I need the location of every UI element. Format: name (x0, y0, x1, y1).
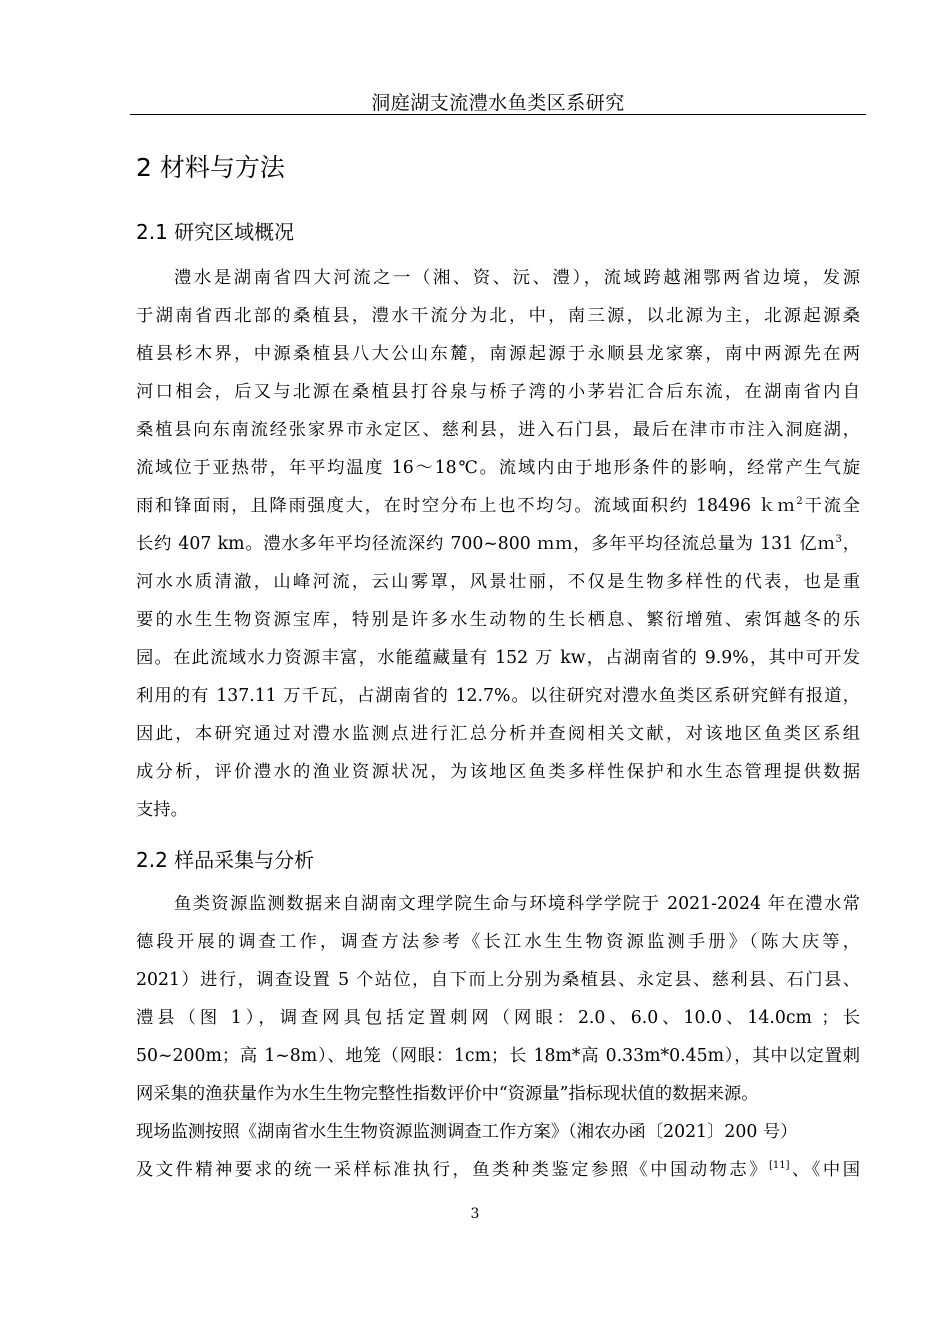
paragraph-line: 园。在此流域水力资源丰富，水能蕴藏量有 152 万 kw，占湖南省的 9.9%，其中可开发 (136, 648, 860, 668)
running-header: 洞庭湖支流澧水鱼类区系研究 (371, 92, 625, 114)
page-number: 3 (470, 1206, 480, 1222)
paragraph-line: 要的水生生物资源宝库，特别是许多水生动物的生长栖息、繁衍增殖、索饵越冬的乐 (136, 610, 860, 630)
superscript: 3 (835, 534, 842, 546)
text-segment: 长约 407 km。澧水多年平均径流深约 700~800 ｍｍ，多年平均径流总量为 131 亿ｍ (136, 534, 836, 554)
paragraph-line: 支持。 (136, 800, 188, 820)
paragraph-line: 流域位于亚热带，年平均温度 16～18℃。流域内由于地形条件的影响，经常产生气旋 (136, 458, 860, 478)
paragraph-line: 鱼类资源监测数据来自湖南文理学院生命与环境科学学院于 2021-2024 年在澧水常 (174, 894, 860, 914)
paragraph-line: 于湖南省西北部的桑植县，澧水干流分为北，中，南三源，以北源为主，北源起源桑 (136, 306, 860, 326)
paragraph-line: 现场监测按照《湖南省水生生物资源监测调查工作方案》（湘农办函〔2021〕200 号） (136, 1122, 798, 1142)
subsection-heading-2-2: 2.2 样品采集与分析 (136, 848, 315, 872)
paragraph-line: 桑植县向东南流经张家界市永定区、慈利县，进入石门县，最后在津市市注入洞庭湖， (136, 420, 860, 440)
citation-ref: [11] (768, 1160, 790, 1172)
paragraph-line: 利用的有 137.11 万千瓦，占湖南省的 12.7%。以往研究对澧水鱼类区系研究鲜有报道， (136, 686, 860, 706)
paragraph-line: 河口相会，后又与北源在桑植县打谷泉与桥子湾的小茅岩汇合后东流，在湖南省内自 (136, 382, 860, 402)
subsection-heading-2-1: 2.1 研究区域概况 (136, 220, 295, 244)
paragraph-line: 网采集的渔获量作为水生生物完整性指数评价中“资源量”指标现状值的数据来源。 (136, 1084, 759, 1104)
paragraph-line (136, 494, 860, 518)
paragraph-line (136, 1158, 860, 1182)
paragraph-line: 成分析，评价澧水的渔业资源状况，为该地区鱼类多样性保护和水生态管理提供数据 (136, 762, 860, 782)
text-segment: 干流全 (802, 496, 860, 516)
text-segment: 及文件精神要求的统一采样标准执行，鱼类种类鉴定参照《中国动物志》 (136, 1160, 769, 1180)
header-rule (130, 114, 866, 115)
text-segment: 、《中国 (789, 1160, 860, 1180)
text-segment: ， (841, 534, 860, 554)
paragraph-line: 50~200m；高 1~8m）、地笼（网眼：1cm；长 18m*高 0.33m*0.45m），其中以定置刺 (136, 1046, 860, 1066)
section-heading: 2 材料与方法 (136, 153, 285, 182)
paragraph-line: 澧水是湖南省四大河流之一（湘、资、沅、澧），流域跨越湘鄂两省边境，发源 (174, 268, 860, 288)
superscript: 2 (796, 496, 803, 508)
paragraph-line: 植县杉木界，中源桑植县八大公山东麓，南源起源于永顺县龙家寨，南中两源先在两 (136, 344, 860, 364)
paragraph-line: 河水水质清澈，山峰河流，云山雾罩，风景壮丽，不仅是生物多样性的代表，也是重 (136, 572, 860, 592)
paragraph-line: 因此，本研究通过对澧水监测点进行汇总分析并查阅相关文献，对该地区鱼类区系组 (136, 724, 860, 744)
paragraph-line (136, 532, 860, 556)
paragraph-line: 2021）进行，调查设置 5 个站位，自下而上分别为桑植县、永定县、慈利县、石门县、 (136, 970, 860, 990)
paragraph-line: 德段开展的调查工作，调查方法参考《长江水生生物资源监测手册》（陈大庆等， (136, 932, 860, 952)
paragraph-line: 澧县（图 1），调查网具包括定置刺网（网眼：2.0、6.0、10.0、14.0cm ；长 (136, 1008, 860, 1028)
text-segment: 雨和锋面雨，且降雨强度大，在时空分布上也不均匀。流域面积约 18496 ｋｍ (136, 496, 797, 516)
